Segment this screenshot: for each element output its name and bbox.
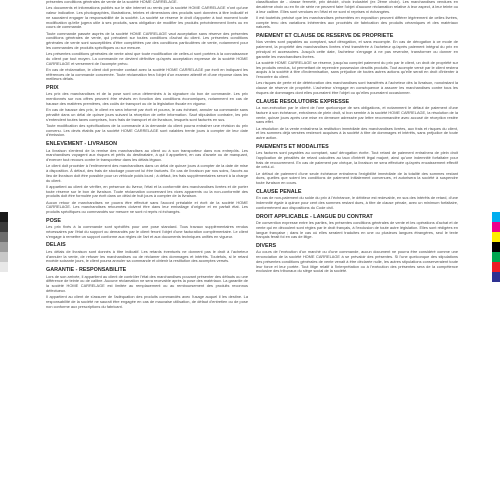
section-heading: ENLEVEMENT - LIVRAISON	[46, 141, 117, 148]
color-swatch	[492, 262, 500, 272]
paragraph: Au cours de l'exécution d'un marché ou d'une commande, aucun document ne pourra être considéré comme une renonciation de la société HOME CARRELAGE à se prévaloir des présentes. Si l'une quelconque des stipulations des présentes conditions générales de vente venait à être déclarée nulle, les autres stipulations conserveraient toute leur force et leur portée. Tout litige relatif à l'interprétation ou à l'exécution des présentes sera de la compétence exclusive des tribunaux du siège social de la société.	[256, 249, 458, 274]
gray-swatch	[0, 272, 8, 282]
right-column	[256, 0, 458, 500]
paragraph: Les prix fixés à la commande sont spécifiés pour une pose standard. Tous travaux supplémentaires rendus nécessaires par l'état du support ou demandés par le client feront l'objet d'une facturation complémentaire. Le client s'engage à remettre un support conforme aux règles de l'art et aux documents techniques unifiés en vigueur.	[46, 224, 248, 239]
color-swatch	[492, 222, 500, 232]
paragraph: Les risques de perte et de détérioration des marchandises sont transférés à l'acheteur dès la livraison, nonobstant la clause de réserve de propriété. L'acheteur s'engage en conséquence à assurer les marchandises contre tous les risques de dommages dont elles pourraient être l'objet ou qu'elles pourraient occasionner.	[256, 80, 458, 95]
section-heading: PRIX	[46, 85, 59, 91]
section-intro	[256, 0, 458, 30]
paragraph: En cas de non-paiement du solde du prix à l'échéance, le débiteur est redevable, en sus des intérêts de retard, d'une indemnité égale à quinze pour cent des sommes restant dues, à titre de clause pénale, avec un minimum forfaitaire, conformément aux dispositions du Code civil.	[256, 195, 458, 210]
color-swatch	[492, 232, 500, 242]
section-heading: DIVERS	[256, 243, 277, 250]
section-clause-penale	[256, 189, 458, 211]
paragraph: De convention expresse entre les parties, les présentes conditions générales de vente et les opérations d'achat et de vente qui en découlent sont régies par le droit français, à l'exclusion de toute autre législation. Elles sont rédigées en langue française ; dans le cas où elles seraient traduites en une ou plusieurs langues étrangères, seul le texte français ferait foi en cas de litige.	[256, 220, 458, 240]
paragraph: La non-exécution par le client de l'une quelconque de ses obligations, et notamment le défaut de paiement d'une facture à son échéance, entraînera de plein droit, si bon semble à la société HOME CARRELAGE, la résolution de la vente, quinze jours après une mise en demeure adressée par lettre recommandée avec accusé de réception restée sans effet.	[256, 105, 458, 125]
gray-swatch	[0, 212, 8, 222]
color-calibration-strip	[492, 212, 500, 282]
paragraph: Il appartient au client de vérifier, en présence du livreur, l'état et la conformité des marchandises livrées et de porter toute réserve sur le bon de livraison. Toute réclamation concernant les vices apparents ou la non-conformité des produits doit être formulée par écrit dans un délai de huit jours à compter de la livraison.	[46, 183, 248, 199]
section-heading: GARANTIE - RESPONSABILITE	[46, 267, 127, 274]
section-heading: POSE	[46, 217, 61, 224]
gray-swatch	[0, 222, 8, 232]
section-delais	[46, 242, 248, 264]
paragraph: Toute commande passée auprès de la société HOME CARRELAGE vaut acceptation sans réserve des présentes conditions générales de vente, qui prévalent sur toutes conditions d'achat du client. Les présentes conditions générales de vente sont susceptibles d'être complétées par des conditions particulières de vente, notamment pour les commandes de produits spécifiques ou sur mesure.	[46, 30, 248, 50]
paragraph: Les documents et informations publiés sur le site internet ou remis par la société HOME CARRELAGE n'ont qu'une valeur indicative. Les photographies, illustrations, teintes et dimensions des produits sont données à titre indicatif et ne sauraient engager la responsabilité de la société. La société se réserve le droit d'apporter à tout moment toute modification qu'elle jugera utile à ses produits, sans obligation de modifier les produits précédemment livrés ou en cours de commande.	[46, 5, 248, 30]
section-heading: CLAUSE PENALE	[256, 188, 302, 195]
paragraph: La société HOME CARRELAGE se réserve, jusqu'au complet paiement du prix par le client, un droit de propriété sur les produits vendus, lui permettant de reprendre possession desdits produits. Tout acompte versé par le client restera acquis à la société à titre d'indemnisation, sans préjudice de toutes autres actions qu'elle serait en droit d'intenter à l'encontre du client.	[256, 59, 458, 80]
section-enlevement-livraison	[46, 141, 248, 215]
section-heading: DROIT APPLICABLE - LANGUE DU CONTRAT	[256, 213, 373, 220]
left-column	[46, 0, 248, 500]
paragraph: Le client doit procéder à l'enlèvement des marchandises dans un délai de quinze jours à compter de la date de mise à disposition. À défaut, des frais de stockage pourront lui être facturés. En cas de livraison par nos soins, l'accès au lieu de livraison doit être possible pour un véhicule poids lourd ; à défaut, les frais supplémentaires seront à la charge du client.	[46, 163, 248, 183]
color-swatch	[492, 242, 500, 252]
gray-swatch	[0, 262, 8, 272]
paragraph: Les factures sont payables au comptant, sauf dérogation écrite. Tout retard de paiement entraînera de plein droit l'application de pénalités de retard calculées au taux d'intérêt légal majoré, ainsi qu'une indemnité forfaitaire pour frais de recouvrement. En cas de paiement par chèque, la livraison ne sera effectuée qu'après encaissement effectif de celui-ci.	[256, 150, 458, 170]
section-paiement-et-clause-de-reserve-de-propriete	[256, 33, 458, 96]
section-clause-resolutoire-expresse	[256, 99, 458, 141]
paragraph: Le défaut de paiement d'une seule échéance entraînera l'exigibilité immédiate de la totalité des sommes restant dues, quelles que soient les conditions de paiement initialement convenues, et autorisera la société à suspendre toute livraison en cours.	[256, 170, 458, 186]
paragraph: Les prix des marchandises et de la pose sont ceux déterminés à la signature du bon de commande. Les prix mentionnés sur nos offres peuvent être révisés en fonction des conditions économiques, notamment en cas de hausse des matières premières, des coûts de transport ou de la législation fiscale en vigueur.	[46, 91, 248, 106]
paragraph: Les délais de livraison sont donnés à titre indicatif. Les retards éventuels ne donnent pas le droit à l'acheteur d'annuler la vente, de refuser les marchandises ou de réclamer des dommages et intérêts. Toutefois, si le retard excède soixante jours, le client pourra annuler sa commande et obtenir la restitution des acomptes versés.	[46, 248, 248, 264]
paragraph: La livraison s'entend de la remise des marchandises au client ou à son transporteur dans nos entrepôts. Les marchandises voyagent aux risques et périls du destinataire, à qui il appartient, en cas d'avarie ou de manquant, d'exercer tout recours contre le transporteur dans les délais légaux.	[46, 147, 248, 163]
paragraph: En cas de hausse des prix, le client en sera informé par écrit et pourra, le cas échéant, annuler sa commande sans pénalité dans un délai de quinze jours suivant la réception de cette information. Sauf stipulation contraire, les prix s'entendent toutes taxes comprises, hors frais de transport et de livraison, lesquels sont facturés en sus.	[46, 107, 248, 122]
section-pose	[46, 218, 248, 240]
section-divers	[256, 243, 458, 274]
paragraph: Il appartient au client de s'assurer de l'adéquation des produits commandés avec l'usage auquel il les destine. La responsabilité de la société ne saurait être engagée en cas de mauvaise utilisation, de défaut d'entretien ou de pose non conforme aux prescriptions du fabricant.	[46, 294, 248, 309]
paragraph: Lors de son arrivée, il appartient au client de contrôler l'état des marchandises pouvant présenter des défauts ou une différence de teinte ou de calibre. Aucune réclamation ne sera recevable après la pose des matériaux. La garantie de la société HOME CARRELAGE est limitée au remplacement ou au remboursement des produits reconnus défectueux.	[46, 273, 248, 293]
section-heading: DELAIS	[46, 242, 66, 249]
section-heading: CLAUSE RESOLUTOIRE EXPRESSE	[256, 98, 350, 105]
paragraph: Nos ventes sont payables au comptant, sauf dérogation, et sans escompte. En cas de dérogation à ce mode de paiement, la propriété des marchandises livrées n'est transférée à l'acheteur qu'après paiement intégral du prix en principal et accessoires. Jusqu'à cette date, l'acheteur s'engage à ne pas revendre, transformer ou donner en garantie les marchandises livrées.	[256, 39, 458, 59]
paragraph: présentes conditions générales de vente de la société HOME CARRELAGE.	[46, 0, 178, 4]
section-heading: PAIEMENT ET CLAUSE DE RESERVE DE PROPRIETE	[256, 33, 394, 39]
paragraph: Il est toutefois précisé que les marchandises présentées en exposition peuvent différer légèrement de celles livrées, compte tenu des variations inhérentes aux procédés de fabrication des produits céramiques et des matériaux naturels.	[256, 14, 458, 30]
gray-swatch	[0, 232, 8, 242]
color-swatch	[492, 252, 500, 262]
section-intro	[46, 0, 248, 82]
gray-swatch	[0, 242, 8, 252]
terms-page	[46, 0, 458, 500]
section-prix	[46, 85, 248, 138]
gray-swatch	[0, 252, 8, 262]
color-swatch	[492, 272, 500, 282]
grayscale-calibration-strip	[0, 212, 8, 282]
color-swatch	[492, 212, 500, 222]
paragraph: La résolution de la vente entraînera la restitution immédiate des marchandises livrées, aux frais et risques du client, et les sommes déjà versées resteront acquises à la société à titre de dommages et intérêts, sans préjudice de toute autre action.	[256, 125, 458, 141]
section-droit-applicable-langue-du-contrat	[256, 214, 458, 240]
paragraph: Toute modification des spécifications de la commande à la demande du client pourra entraîner une révision du prix convenu. Les devis établis par la société HOME CARRELAGE sont valables trente jours à compter de leur date d'émission.	[46, 122, 248, 138]
paragraph: classification de - classe fermeté, prix décidé, choix industriel (ex 2ème choix). Les marchandises vendues en deuxième choix ou en fin de série ne peuvent faire l'objet d'aucune réclamation relative à leur aspect, à leur teinte ou à leur calibre. Elles sont vendues en l'état et ne sont ni reprises ni échangées.	[256, 0, 458, 14]
section-paiements-et-modalites	[256, 144, 458, 186]
section-heading: PAIEMENTS ET MODALITES	[256, 143, 329, 150]
paragraph: Aucun retour de marchandises ne pourra être effectué sans l'accord préalable et écrit de la société HOME CARRELAGE. Les marchandises retournées doivent être dans leur emballage d'origine et en parfait état. Les produits spécifiques ou commandés sur mesure ne sont ni repris ni échangés.	[46, 199, 248, 215]
paragraph: Les présentes conditions générales de vente ainsi que toute modification de celles-ci sont portées à la connaissance du client par tout moyen. La commande ne devient définitive qu'après acceptation expresse de la société HOME CARRELAGE et versement de l'acompte prévu.	[46, 51, 248, 66]
paragraph: En cas de réclamation, le client doit prendre contact avec la société HOME CARRELAGE par écrit en indiquant les références de la commande concernée. Toute réclamation fera l'objet d'un examen attentif et d'une réponse dans les meilleurs délais.	[46, 66, 248, 82]
section-garantie-responsabilite	[46, 267, 248, 309]
